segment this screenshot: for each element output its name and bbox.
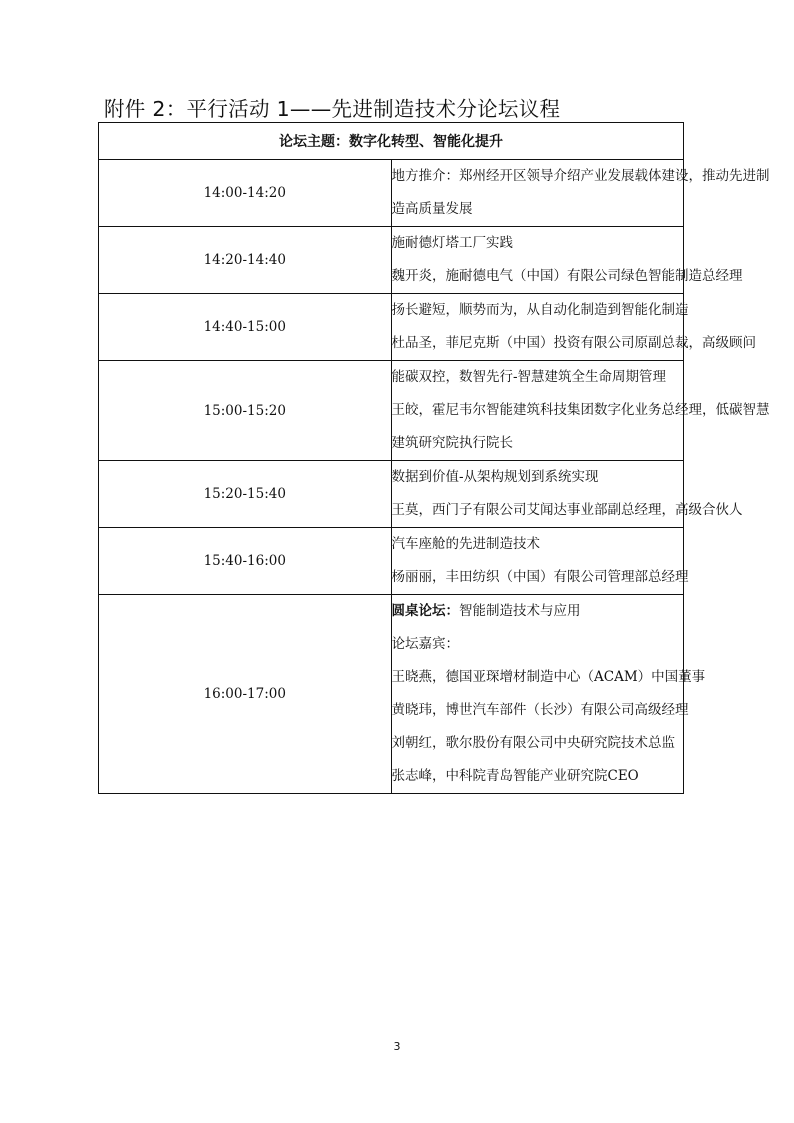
- session-line: 地方推介：郑州经开区领导介绍产业发展载体建设，推动先进制: [391, 168, 770, 184]
- table-row: [99, 595, 684, 794]
- roundtable-label: 圆桌论坛：: [391, 603, 459, 619]
- page-title: 附件 2：平行活动 1——先进制造技术分论坛议程: [104, 97, 561, 121]
- time-slot: 15:00-15:20: [99, 361, 392, 461]
- table-row: [99, 227, 684, 294]
- roundtable-topic: 智能制造技术与应用: [459, 603, 581, 619]
- session-content: [391, 528, 689, 595]
- agenda-table: [98, 122, 770, 794]
- page-number: 3: [393, 1040, 401, 1053]
- guest-item: 张志峰，中科院青岛智能产业研究院CEO: [391, 768, 639, 784]
- session-topic: 能碳双控，数智先行-智慧建筑全生命周期管理: [391, 369, 667, 385]
- session-topic: 数据到价值-从架构规划到系统实现: [391, 469, 599, 485]
- session-speaker: 王皎，霍尼韦尔智能建筑科技集团数字化业务总经理，低碳智慧: [391, 402, 770, 418]
- session-topic: 扬长避短，顺势而为，从自动化制造到智能化制造: [391, 302, 689, 318]
- table-row: [99, 361, 684, 461]
- session-speaker: 建筑研究院执行院长: [391, 435, 513, 451]
- table-row: [99, 461, 684, 528]
- session-topic: 汽车座舱的先进制造技术: [391, 536, 540, 552]
- table-row: [99, 294, 684, 361]
- guest-item: 王晓燕，德国亚琛增材制造中心（ACAM）中国董事: [391, 669, 706, 685]
- time-slot: 14:40-15:00: [99, 294, 392, 361]
- session-content: [391, 227, 743, 294]
- session-content: [391, 160, 770, 227]
- table-row: [99, 160, 684, 227]
- session-content: [391, 461, 743, 528]
- roundtable-title: [392, 595, 684, 628]
- time-slot: 14:00-14:20: [99, 160, 392, 227]
- session-speaker: 杜品圣，菲尼克斯（中国）投资有限公司原副总裁，高级顾问: [391, 335, 756, 351]
- session-topic: 施耐德灯塔工厂实践: [391, 235, 513, 251]
- session-line: 造高质量发展: [391, 201, 473, 217]
- session-speaker: 王莫，西门子有限公司艾闻达事业部副总经理，高级合伙人: [391, 502, 743, 518]
- guest-item: 刘朝红，歌尔股份有限公司中央研究院技术总监: [391, 735, 675, 751]
- session-content: [391, 595, 706, 794]
- session-content: [391, 361, 770, 461]
- forum-theme: 论坛主题：数字化转型、智能化提升: [99, 123, 684, 160]
- session-content: [391, 294, 756, 361]
- session-speaker: 杨丽丽，丰田纺织（中国）有限公司管理部总经理: [391, 569, 689, 585]
- table-row: [99, 528, 684, 595]
- theme-row: [99, 123, 684, 160]
- time-slot: 15:40-16:00: [99, 528, 392, 595]
- time-slot: 15:20-15:40: [99, 461, 392, 528]
- time-slot: 16:00-17:00: [99, 595, 392, 794]
- time-slot: 14:20-14:40: [99, 227, 392, 294]
- session-speaker: 魏开炎，施耐德电气（中国）有限公司绿色智能制造总经理: [391, 268, 743, 284]
- guests-label: 论坛嘉宾：: [391, 636, 459, 652]
- guest-item: 黄晓玮，博世汽车部件（长沙）有限公司高级经理: [391, 702, 689, 718]
